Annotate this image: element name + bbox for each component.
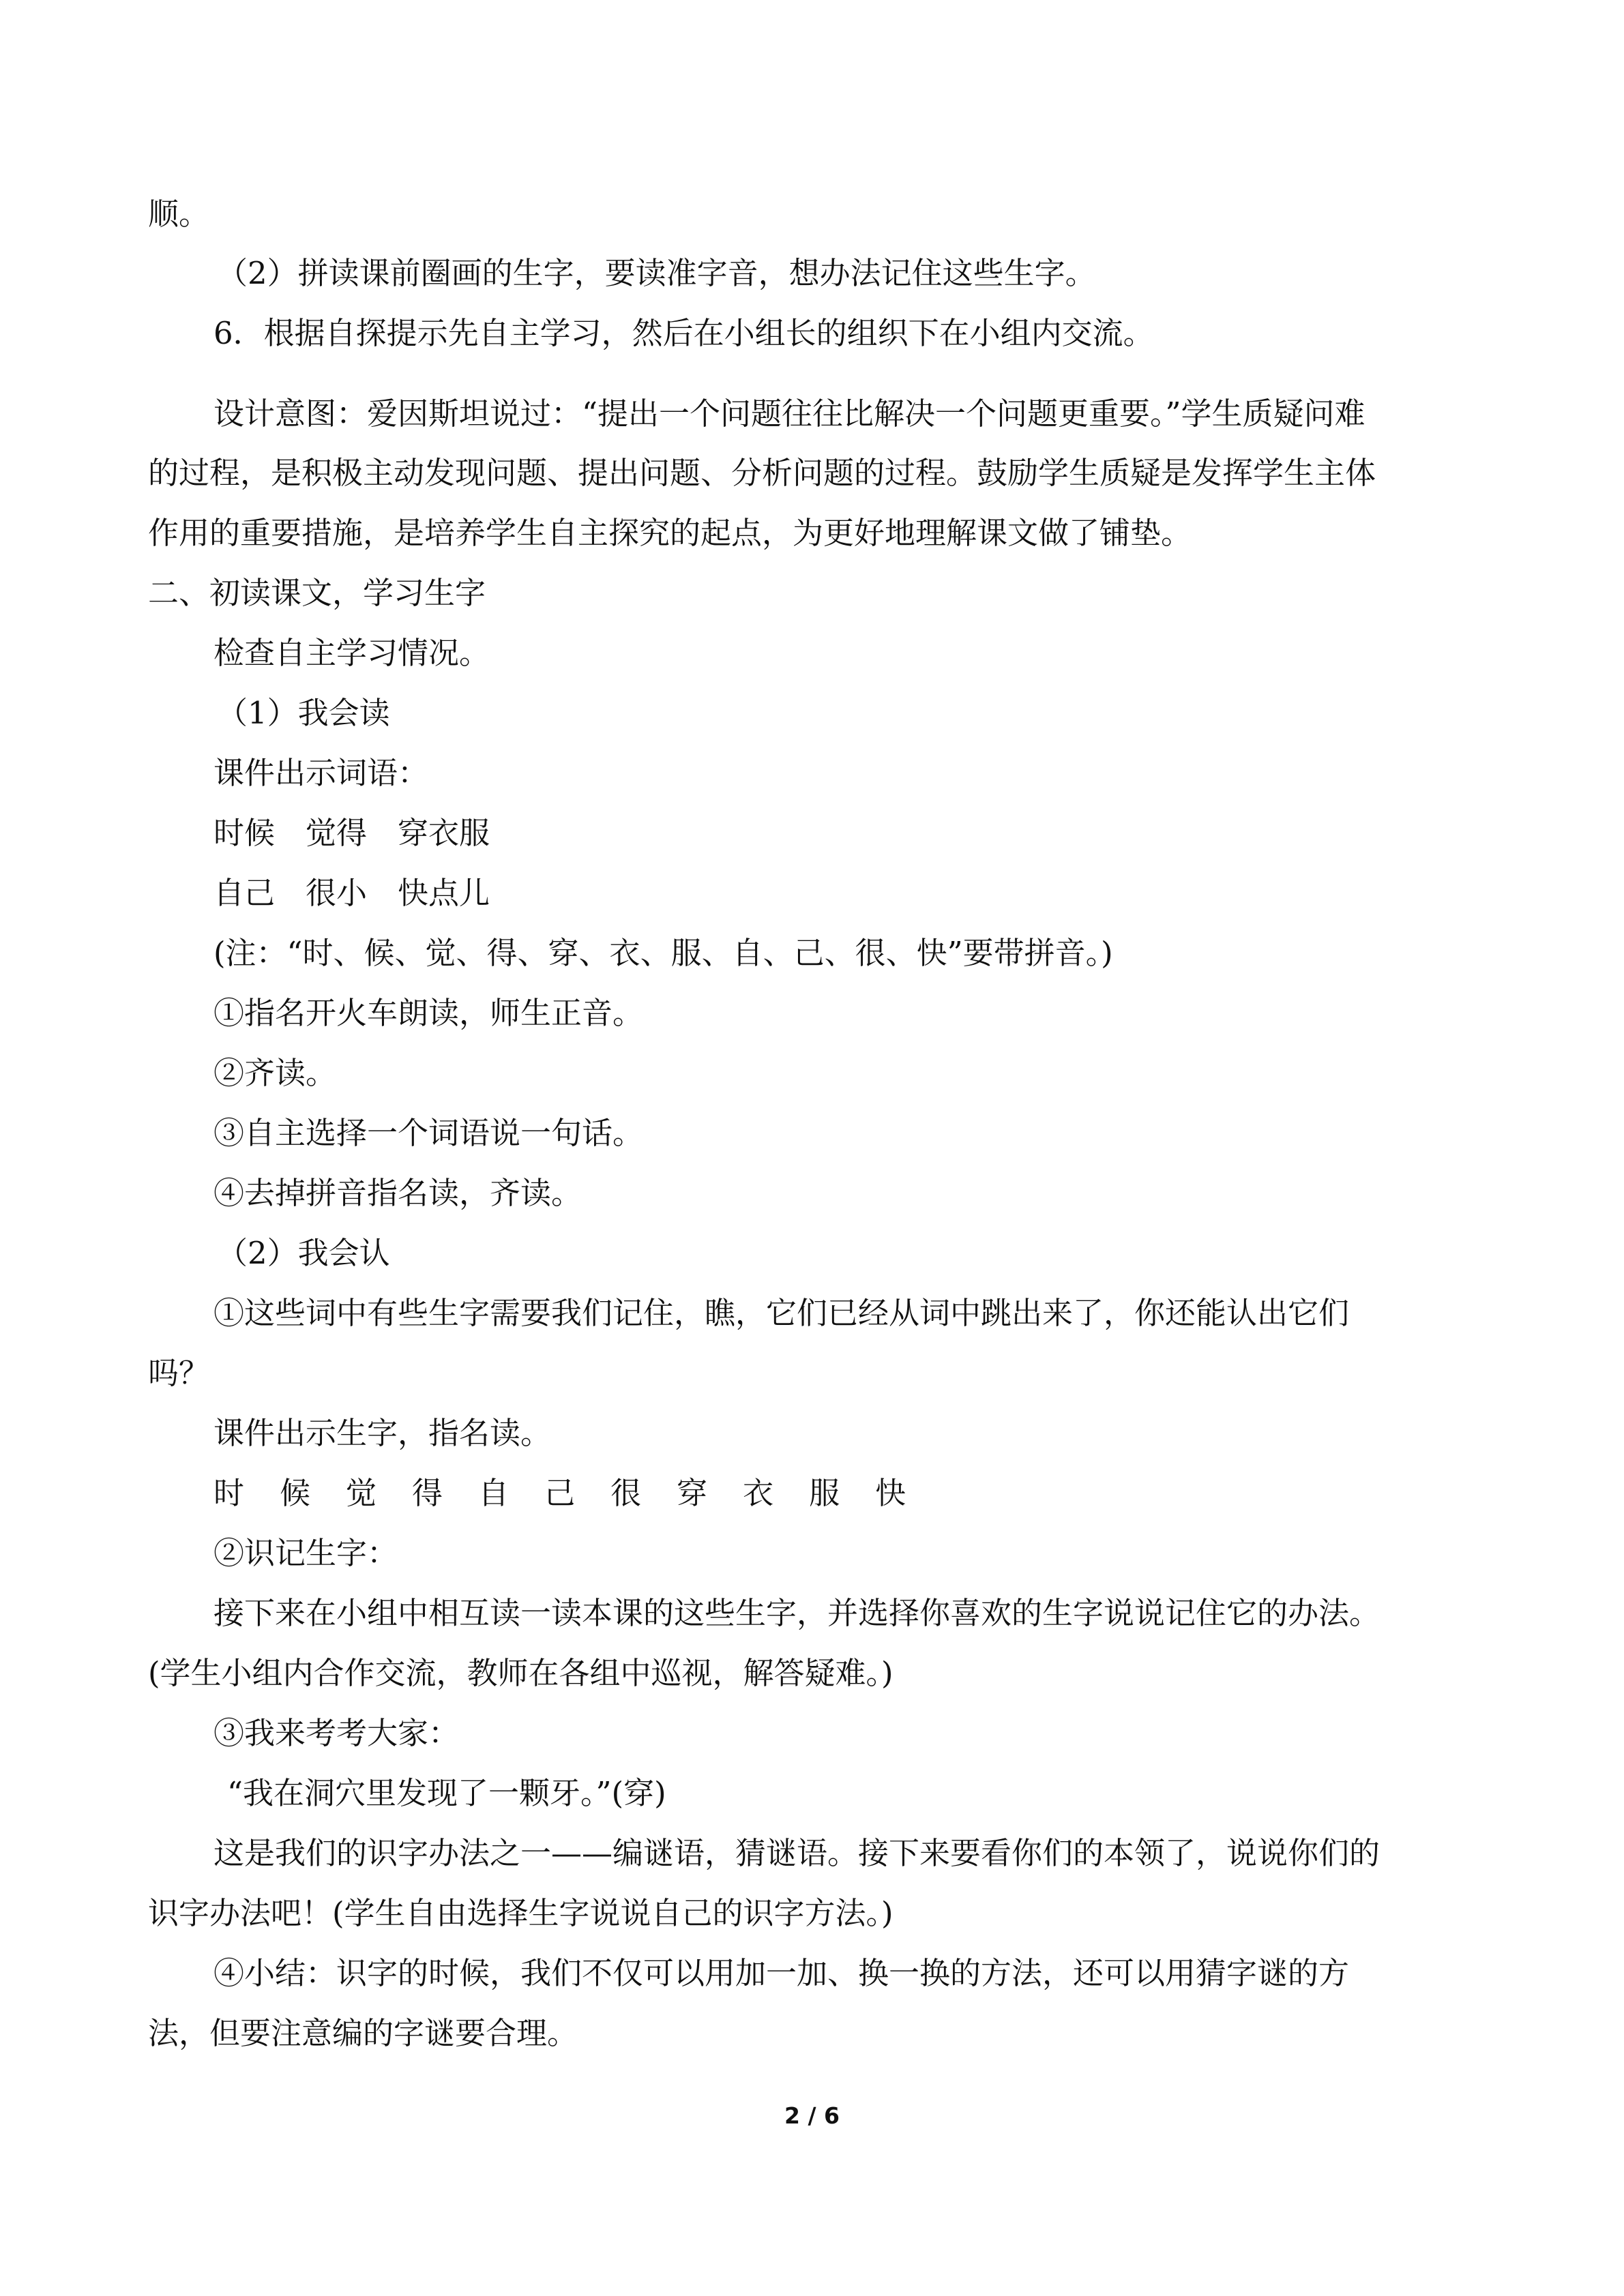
page-number: 2 / 6	[784, 2102, 840, 2129]
word-list: 时候 觉得 穿衣服	[213, 815, 490, 851]
character: 很	[610, 1475, 642, 1511]
text-line: 法，但要注意编的字谜要合理。	[148, 2015, 578, 2051]
text-line: 课件出示词语：	[213, 755, 429, 791]
character: 时	[213, 1475, 245, 1511]
text-line: 的过程，是积极主动发现问题、提出问题、分析问题的过程。鼓励学生质疑是发挥学生主体	[148, 455, 1376, 491]
text-line: ②齐读。	[213, 1055, 337, 1091]
text-line: 设计意图：爱因斯坦说过：“提出一个问题往往比解决一个问题更重要。”学生质疑问难	[213, 396, 1365, 432]
character: 自	[478, 1475, 510, 1511]
section-heading: 二、初读课文，学习生字	[148, 575, 486, 611]
character: 服	[809, 1475, 840, 1511]
character: 衣	[743, 1475, 774, 1511]
word-list: 自己 很小 快点儿	[213, 875, 490, 911]
text-line: 顺。	[148, 196, 210, 232]
character-list	[213, 1473, 941, 1514]
text-line: 这是我们的识字办法之一——编谜语，猜谜语。接下来要看你们的本领了，说说你们的	[213, 1835, 1381, 1871]
sub-heading: （1）我会读	[217, 695, 390, 731]
text-line: ④小结：识字的时候，我们不仅可以用加一加、换一换的方法，还可以用猜字谜的方	[213, 1955, 1350, 1991]
character: 快	[875, 1475, 906, 1511]
text-line: 作用的重要措施，是培养学生自主探究的起点，为更好地理解课文做了铺垫。	[148, 515, 1192, 551]
text-line: 课件出示生字，指名读。	[213, 1415, 552, 1451]
text-line: 接下来在小组中相互读一读本课的这些生字，并选择你喜欢的生字说说记住它的办法。	[213, 1595, 1381, 1631]
character: 候	[280, 1475, 311, 1511]
text-line: （2）拼读课前圈画的生字，要读准字音，想办法记住这些生字。	[217, 255, 1096, 291]
text-line: ③我来考考大家：	[213, 1715, 460, 1751]
text-line: (注：“时、候、觉、得、穿、衣、服、自、己、很、快”要带拼音。)	[213, 935, 1113, 971]
text-line: ③自主选择一个词语说一句话。	[213, 1115, 644, 1151]
quote-line: “我在洞穴里发现了一颗牙。”(穿)	[227, 1775, 666, 1811]
text-line: 检查自主学习情况。	[213, 635, 490, 671]
character: 觉	[346, 1475, 377, 1511]
text-line: ②识记生字：	[213, 1535, 398, 1571]
text-line: ④去掉拼音指名读，齐读。	[213, 1175, 582, 1211]
character: 穿	[677, 1475, 708, 1511]
text-line: ①这些词中有些生字需要我们记住，瞧，它们已经从词中跳出来了，你还能认出它们	[213, 1295, 1350, 1331]
text-line: 吗？	[148, 1355, 210, 1391]
sub-heading: （2）我会认	[217, 1235, 390, 1271]
character: 己	[544, 1475, 576, 1511]
text-line: (学生小组内合作交流，教师在各组中巡视，解答疑难。)	[148, 1655, 894, 1691]
text-line: 6．根据自探提示先自主学习，然后在小组长的组织下在小组内交流。	[213, 315, 1154, 351]
text-line: 识字办法吧！(学生自由选择生字说说自己的识字方法。)	[148, 1895, 894, 1931]
character: 得	[412, 1475, 443, 1511]
text-line: ①指名开火车朗读，师生正音。	[213, 995, 644, 1031]
